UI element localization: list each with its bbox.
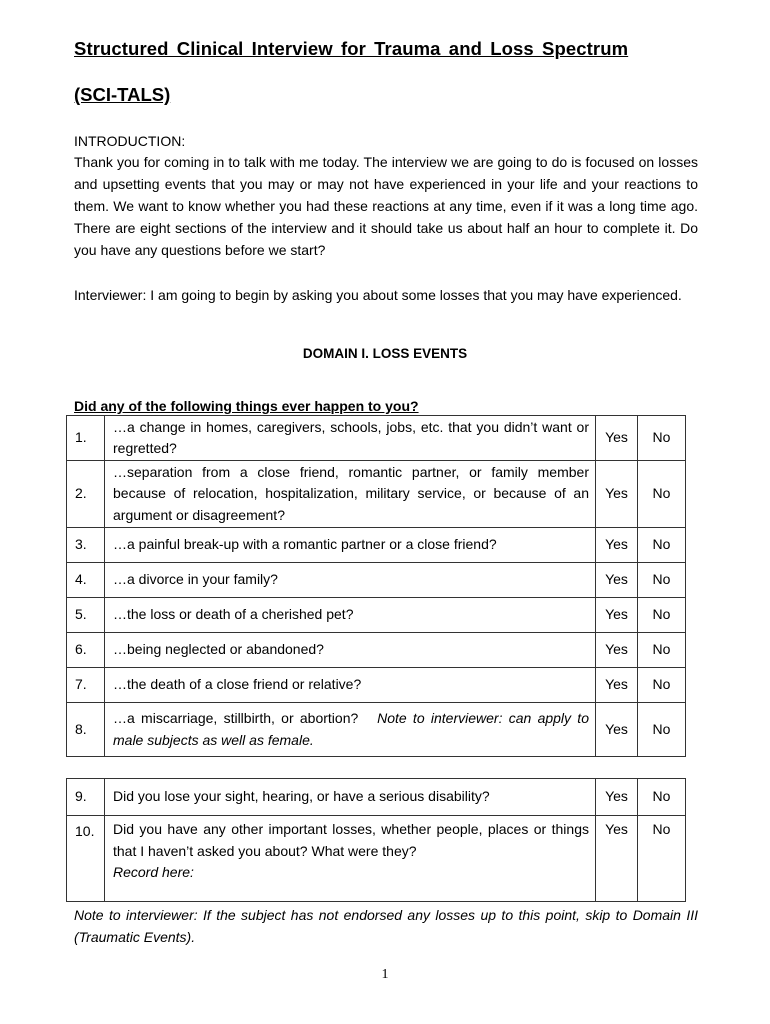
table-row bbox=[67, 703, 686, 757]
table-row bbox=[67, 816, 686, 902]
document-title: Structured Clinical Interview for Trauma and Loss Spectrum bbox=[74, 38, 629, 59]
yes-option[interactable]: Yes bbox=[596, 461, 638, 528]
item-text: …separation from a close friend, romantic partner, or family member because of relocation, hospitalization, military service, or because of an argument or disagreement? bbox=[105, 461, 596, 528]
no-option[interactable]: No bbox=[638, 416, 686, 461]
table-row bbox=[67, 416, 686, 461]
yes-option[interactable]: Yes bbox=[596, 703, 638, 757]
yes-option[interactable]: Yes bbox=[596, 633, 638, 668]
loss-events-table bbox=[66, 415, 686, 757]
no-option[interactable]: No bbox=[638, 528, 686, 563]
intro-paragraph: Thank you for coming in to talk with me today. The interview we are going to do is focused on losses and upsetting events that you may or may not have experienced in your life and your reactions to them. We want to know whether you had these reactions at any time, even if it was a long time ago. There are eight sections of the interview and it should take us about half an hour to complete it. Do you have any questions before we start? bbox=[74, 154, 698, 258]
no-option[interactable]: No bbox=[638, 668, 686, 703]
item-text: …the death of a close friend or relative? bbox=[105, 668, 596, 703]
page-number: 1 bbox=[381, 967, 389, 982]
no-option[interactable]: No bbox=[638, 461, 686, 528]
item-text: …the loss or death of a cherished pet? bbox=[105, 598, 596, 633]
yes-option[interactable]: Yes bbox=[596, 416, 638, 461]
table-row bbox=[67, 598, 686, 633]
table-row bbox=[67, 668, 686, 703]
final-interviewer-note: Note to interviewer: If the subject has not endorsed any losses up to this point, skip to Domain III (Traumatic Events). bbox=[74, 907, 698, 945]
item-text: …a miscarriage, stillbirth, or abortion? bbox=[113, 710, 359, 726]
yes-option[interactable]: Yes bbox=[596, 779, 638, 816]
no-option[interactable]: No bbox=[638, 816, 686, 902]
interviewer-paragraph: Interviewer: I am going to begin by asking you about some losses that you may have experienced. bbox=[74, 287, 682, 303]
table-row bbox=[67, 633, 686, 668]
item-number: 5. bbox=[67, 598, 105, 633]
no-option[interactable]: No bbox=[638, 633, 686, 668]
table-row bbox=[67, 461, 686, 528]
no-option[interactable]: No bbox=[638, 563, 686, 598]
question-heading: Did any of the following things ever happen to you? bbox=[74, 398, 419, 414]
item-number: 9. bbox=[67, 779, 105, 816]
table-row bbox=[67, 563, 686, 598]
yes-option[interactable]: Yes bbox=[596, 528, 638, 563]
interviewer-note: Note to interviewer: can apply to male subjects as well as female. bbox=[113, 710, 589, 748]
item-text: …a change in homes, caregivers, schools, jobs, etc. that you didn’t want or regretted? bbox=[105, 416, 596, 461]
item-number: 8. bbox=[67, 703, 105, 757]
item-number: 3. bbox=[67, 528, 105, 563]
intro-heading: INTRODUCTION: bbox=[74, 133, 186, 149]
item-number: 1. bbox=[67, 416, 105, 461]
domain-heading: DOMAIN I. LOSS EVENTS bbox=[302, 346, 468, 361]
item-text: Did you lose your sight, hearing, or have a serious disability? bbox=[105, 779, 596, 816]
yes-option[interactable]: Yes bbox=[596, 563, 638, 598]
record-label: Record here: bbox=[113, 864, 194, 880]
item-number: 2. bbox=[67, 461, 105, 528]
no-option[interactable]: No bbox=[638, 598, 686, 633]
document-subtitle: (SCI-TALS) bbox=[74, 84, 171, 105]
item-number: 6. bbox=[67, 633, 105, 668]
yes-option[interactable]: Yes bbox=[596, 668, 638, 703]
item-number: 7. bbox=[67, 668, 105, 703]
item-text: …a painful break-up with a romantic partner or a close friend? bbox=[105, 528, 596, 563]
item-number: 4. bbox=[67, 563, 105, 598]
item-text: …a divorce in your family? bbox=[105, 563, 596, 598]
item-number: 10. bbox=[67, 816, 105, 902]
yes-option[interactable]: Yes bbox=[596, 598, 638, 633]
table-row bbox=[67, 779, 686, 816]
no-option[interactable]: No bbox=[638, 779, 686, 816]
other-losses-table bbox=[66, 778, 686, 902]
table-row bbox=[67, 528, 686, 563]
item-text-with-note bbox=[105, 703, 596, 757]
item-text: Did you have any other important losses, whether people, places or things that I haven’t asked you about? What were they? bbox=[113, 821, 589, 859]
item-text: …being neglected or abandoned? bbox=[105, 633, 596, 668]
yes-option[interactable]: Yes bbox=[596, 816, 638, 902]
item-text-with-record bbox=[105, 816, 596, 902]
no-option[interactable]: No bbox=[638, 703, 686, 757]
